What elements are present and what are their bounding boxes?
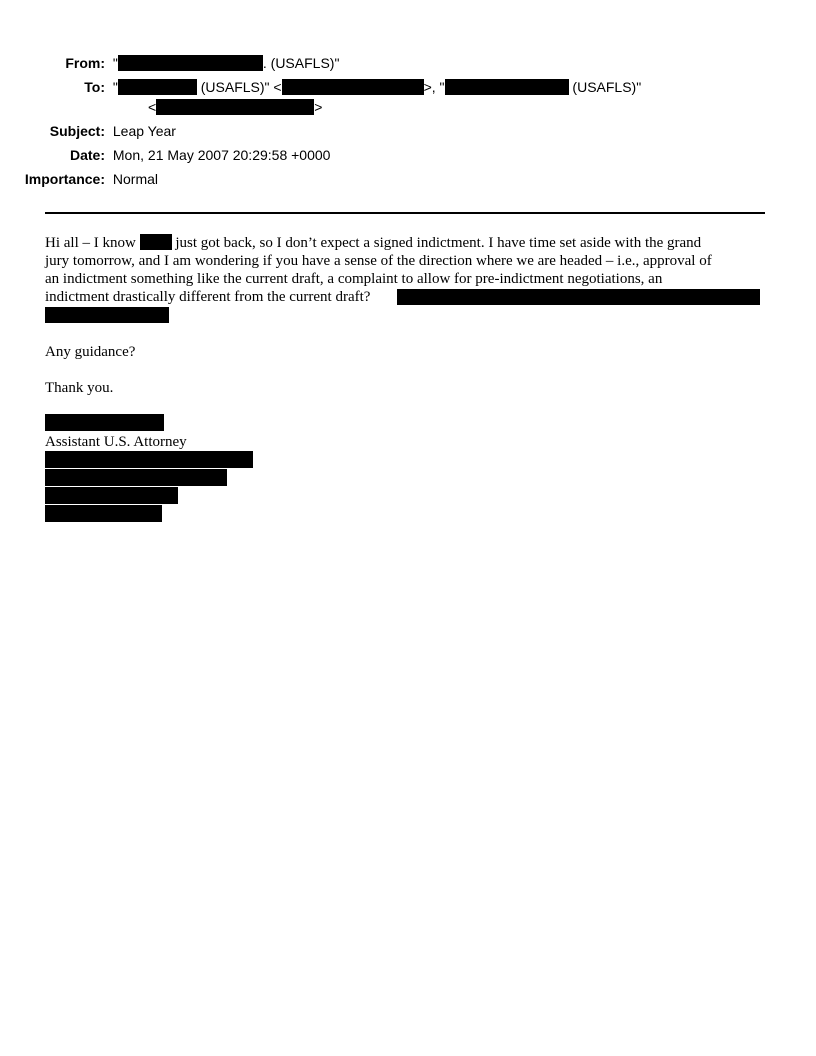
to-part3-suffix: (USAFLS)": [568, 79, 642, 95]
redacted-recipient-email-1: [282, 79, 424, 95]
redacted-recipient-name-2: [445, 79, 569, 95]
message-line-3: an indictment something like the current draft, a complaint to allow for pre-indictment negotiations, an: [45, 271, 663, 287]
redacted-signature-line-2: [45, 469, 227, 486]
to-line2-close: >: [314, 99, 323, 115]
subject-value: Leap Year: [112, 123, 176, 139]
message-question: Any guidance?: [45, 344, 136, 360]
to-part2-suffix: >, ": [423, 79, 445, 95]
header-divider: [45, 212, 765, 214]
redacted-signature-line-4: [45, 505, 162, 522]
to-line2-open: <: [148, 99, 157, 115]
to-label: To:: [84, 79, 105, 95]
redacted-signature-line-3: [45, 487, 178, 504]
redacted-sentence-1: [397, 289, 760, 305]
to-row-continued: [148, 98, 322, 116]
redacted-sentence-2: [45, 307, 169, 323]
to-part1-suffix: (USAFLS)" <: [196, 79, 282, 95]
to-quote: ": [112, 79, 118, 95]
message-line-2: jury tomorrow, and I am wondering if you have a sense of the direction where we are headed – i.e., approval of: [45, 253, 712, 269]
from-quote: ": [112, 55, 118, 71]
redacted-recipient-name-1: [118, 79, 197, 95]
subject-row: [5, 122, 176, 140]
date-row: [5, 146, 330, 164]
signature-title: Assistant U.S. Attorney: [45, 434, 187, 450]
message-closing: Thank you.: [45, 380, 114, 396]
redacted-sender-name: [118, 55, 263, 71]
subject-label: Subject:: [49, 123, 105, 139]
redacted-signature-name: [45, 414, 164, 431]
redacted-recipient-email-2: [156, 99, 314, 115]
date-label: Date:: [69, 147, 105, 163]
from-row: [5, 54, 339, 72]
date-value: Mon, 21 May 2007 20:29:58 +0000: [112, 147, 331, 163]
importance-row: [5, 170, 158, 188]
message-line-4: indictment drastically different from the current draft?: [45, 289, 371, 305]
importance-label: Importance:: [24, 171, 105, 187]
from-suffix: . (USAFLS)": [262, 55, 340, 71]
message-text: just got back, so I don’t expect a signed indictment. I have time set aside with the grand: [175, 235, 702, 251]
to-row: [5, 78, 641, 96]
redacted-name-inline: [140, 234, 172, 250]
message-line-1: [45, 234, 765, 252]
from-label: From:: [65, 55, 105, 71]
redacted-signature-line-1: [45, 451, 253, 468]
message-text: Hi all – I know: [45, 235, 136, 251]
importance-value: Normal: [112, 171, 159, 187]
